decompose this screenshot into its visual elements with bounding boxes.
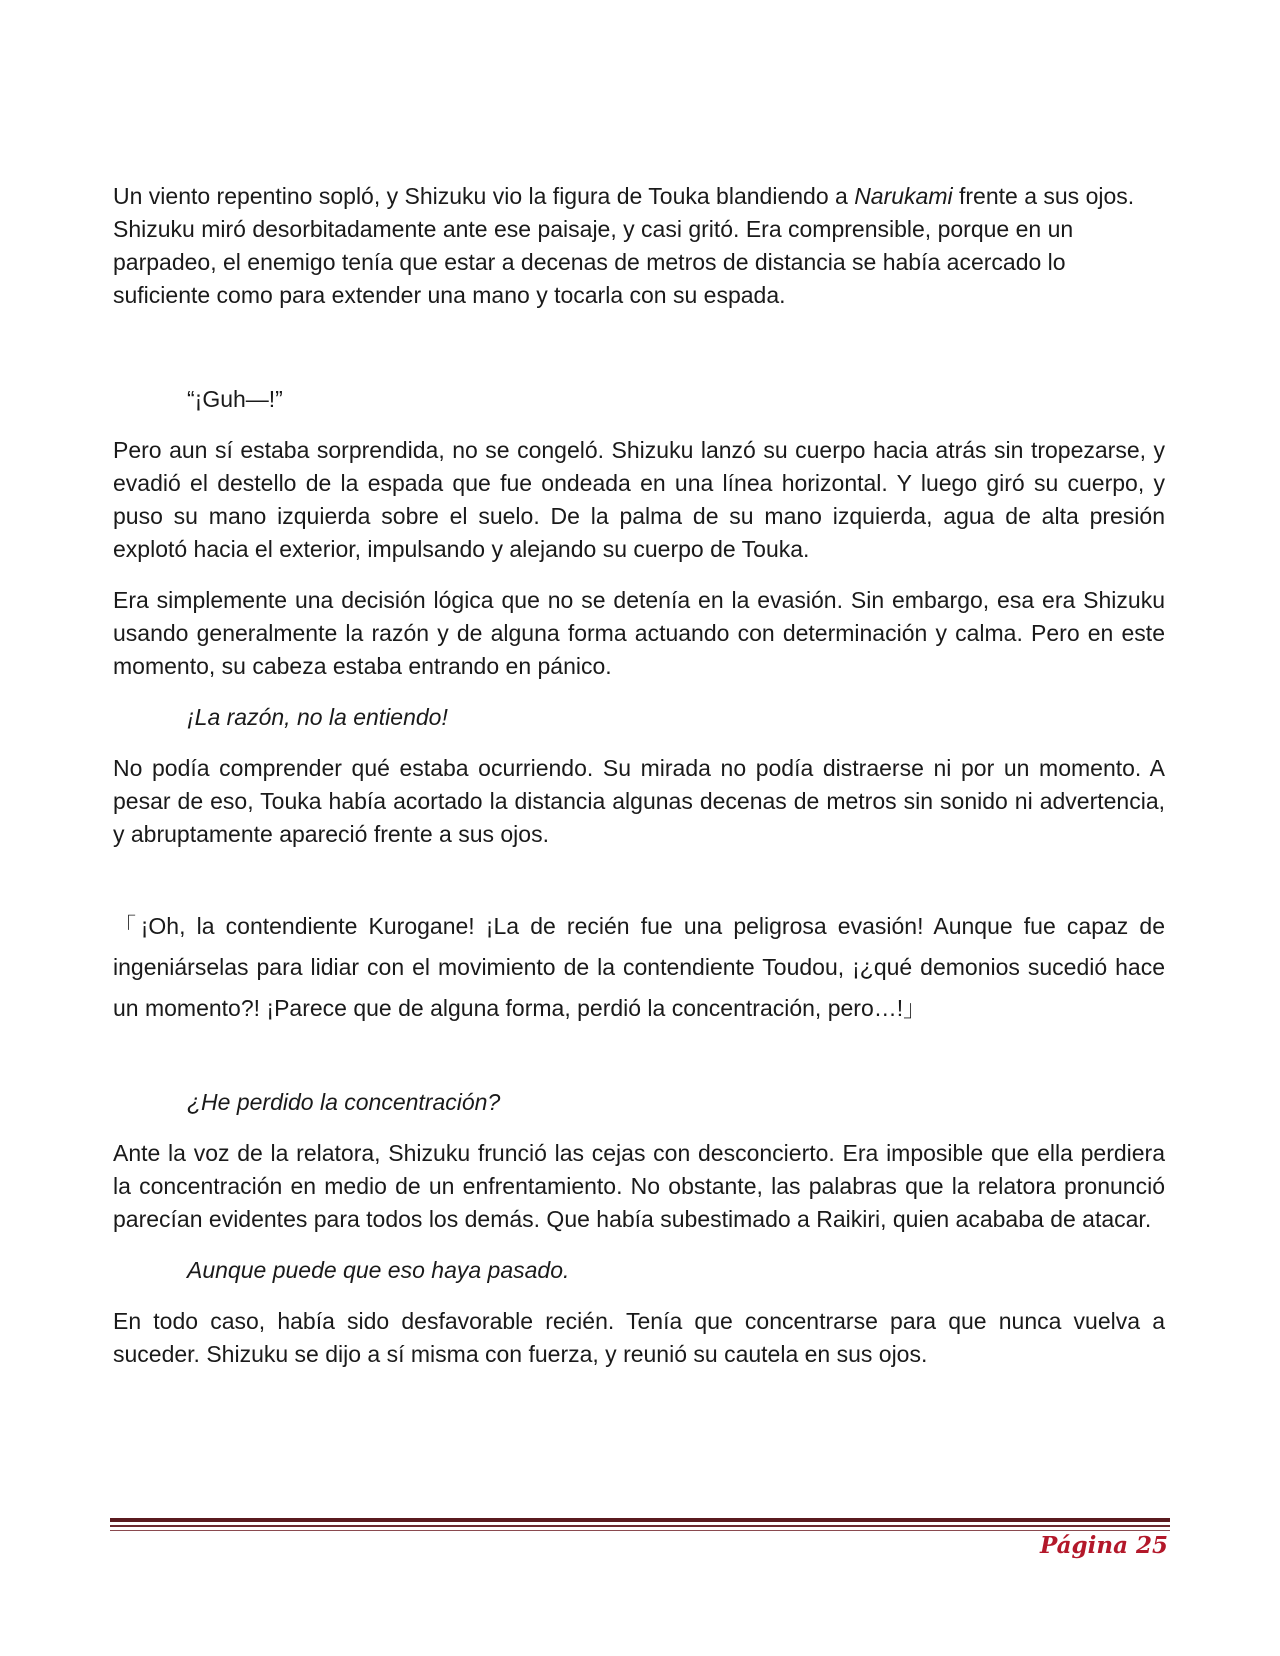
paragraph-6: Ante la voz de la relatora, Shizuku frunció las cejas con desconcierto. Era imposible que ella perdiera la concentración en medio de un enfrentamiento. No obstante, las palabras que la relatora pronunció parecían evidentes para todos los demás. Que había subestimado a Raikiri, quien acababa de atacar. <box>113 1140 1165 1232</box>
thought-aunque: Aunque puede que eso haya pasado. <box>187 1257 570 1283</box>
spacer <box>113 734 1165 752</box>
footer-rule <box>110 1518 1170 1522</box>
dialogue-guh: “¡Guh—!” <box>187 386 283 412</box>
spacer <box>113 312 1165 383</box>
paragraph-3: Pero aun sí estaba sorprendida, no se congeló. Shizuku lanzó su cuerpo hacia atrás sin tropezarse, y evadió el destello de la espada que fue ondeada en una línea horizontal. Y luego giró su cuerpo, y puso su mano izquierda sobre el suelo. De la palma de su mano izquierda, agua de alta presión explotó hacia el exterior, impulsando y alejando su cuerpo de Touka. <box>113 437 1165 562</box>
paragraph-7: En todo caso, había sido desfavorable recién. Tenía que concentrarse para que nunca vuelva a suceder. Shizuku se dijo a sí misma con fuerza, y reunió su cautela en sus ojos. <box>113 1308 1165 1367</box>
page-number: Página 25 <box>1039 1532 1168 1559</box>
spacer <box>113 416 1165 434</box>
thought-concentracion: ¿He perdido la concentración? <box>187 1089 501 1115</box>
spacer <box>113 1029 1165 1086</box>
spacer <box>113 683 1165 701</box>
spacer <box>113 1236 1165 1254</box>
paragraph-5: No podía comprender qué estaba ocurriendo. Su mirada no podía distraerse ni por un momento. A pesar de eso, Touka había acortado la distancia algunas decenas de metros sin sonido ni advertencia, y abruptamente apareció frente a sus ojos. <box>113 755 1165 847</box>
announcer-quote: 「¡Oh, la contendiente Kurogane! ¡La de recién fue una peligrosa evasión! Aunque fue capaz de ingeniárselas para lidiar con el movimiento de la contendiente Toudou, ¡¿qué demonios sucedió hace un momento?! ¡Parece que de alguna forma, perdió la concentración, pero…!」 <box>113 913 1165 1021</box>
footer-rule-tertiary <box>110 1530 1170 1531</box>
paragraph-4: Era simplemente una decisión lógica que no se detenía en la evasión. Sin embargo, esa era Shizuku usando generalmente la razón y de alguna forma actuando con determinación y calma. Pero en este momento, su cabeza estaba entrando en pánico. <box>113 587 1165 679</box>
thought-razon: ¡La razón, no la entiendo! <box>187 704 448 730</box>
spacer <box>113 1287 1165 1305</box>
footer-rule-secondary <box>110 1525 1170 1527</box>
page-body <box>113 180 1165 1371</box>
spacer <box>113 851 1165 906</box>
spacer <box>113 1119 1165 1137</box>
paragraph-1-text-b: frente a sus ojos. <box>952 183 1135 209</box>
spacer <box>113 566 1165 584</box>
paragraph-2: Shizuku miró desorbitadamente ante ese paisaje, y casi gritó. Era comprensible, porque en un parpadeo, el enemigo tenía que estar a decenas de metros de distancia se había acercado lo suficiente como para extender una mano y tocarla con su espada. <box>113 216 1074 308</box>
paragraph-1-text-a: Un viento repentino sopló, y Shizuku vio la figura de Touka blandiendo a <box>113 183 855 209</box>
paragraph-1 <box>113 180 1165 213</box>
paragraph-1-emphasis: Narukami <box>854 183 953 209</box>
